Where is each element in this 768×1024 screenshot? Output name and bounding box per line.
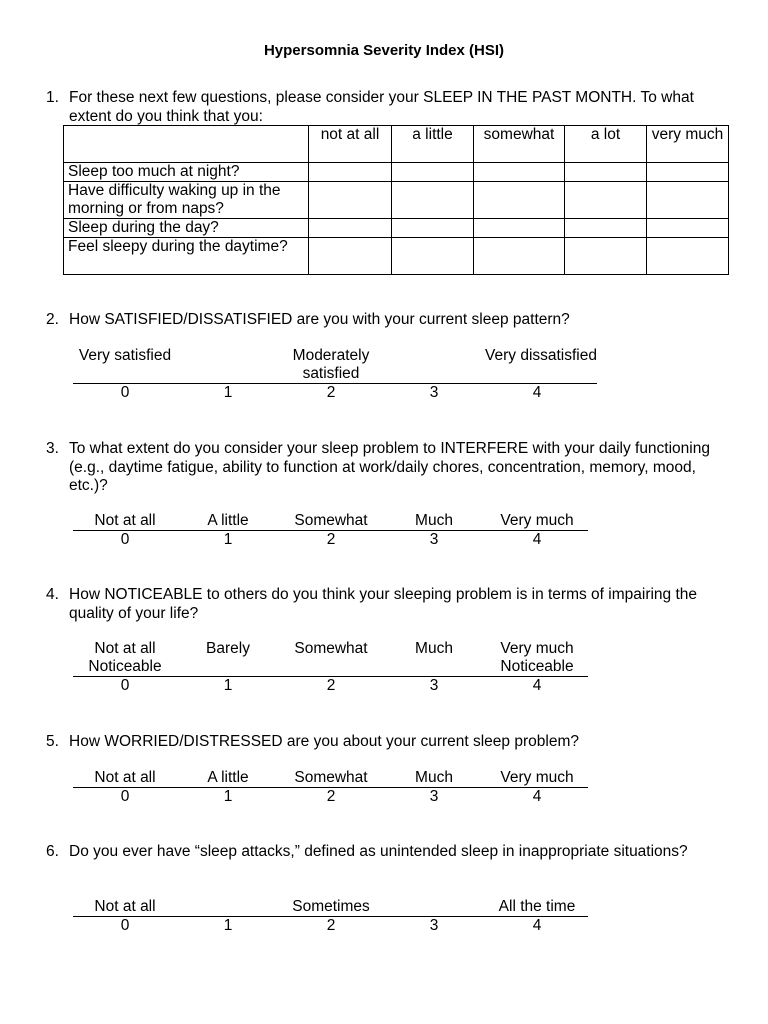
scale-value[interactable]: 1 — [223, 531, 233, 548]
rating-cell[interactable] — [565, 182, 647, 219]
scale-value[interactable]: 1 — [223, 384, 233, 401]
scale-label: Not at all — [94, 512, 156, 529]
scale-value[interactable]: 4 — [532, 531, 542, 548]
scale-label: Not at all — [94, 769, 156, 786]
scale-label: Very dissatisfied — [485, 347, 597, 364]
rating-cell[interactable] — [309, 182, 392, 219]
rating-cell[interactable] — [474, 163, 565, 182]
rating-cell[interactable] — [392, 219, 474, 238]
scale-value[interactable]: 0 — [120, 788, 130, 805]
question-number: 6. — [46, 843, 59, 860]
rating-cell[interactable] — [565, 163, 647, 182]
scale-label: Not at all Noticeable — [88, 640, 162, 675]
question-text: For these next few questions, please consider your SLEEP IN THE PAST MONTH. To what extent do you think that you: — [69, 89, 694, 125]
column-header: a lot — [565, 126, 647, 163]
table-header-blank — [64, 126, 309, 163]
scale-label: Not at all — [94, 898, 156, 915]
scale-label: Much — [415, 769, 453, 786]
scale-value[interactable]: 4 — [532, 917, 542, 934]
rating-scale — [73, 640, 588, 695]
scale-label: A little — [207, 769, 249, 786]
rating-cell[interactable] — [392, 182, 474, 219]
scale-value[interactable]: 1 — [223, 788, 233, 805]
table-row-item: Feel sleepy during the daytime? — [64, 238, 309, 275]
rating-cell[interactable] — [474, 182, 565, 219]
scale-value[interactable]: 0 — [120, 384, 130, 401]
rating-cell[interactable] — [392, 238, 474, 275]
scale-value[interactable]: 0 — [120, 677, 130, 694]
scale-value[interactable]: 2 — [326, 917, 336, 934]
scale-label: A little — [207, 512, 249, 529]
table-row — [64, 163, 729, 182]
scale-value[interactable]: 4 — [532, 677, 542, 694]
rating-cell[interactable] — [565, 238, 647, 275]
scale-value[interactable]: 2 — [326, 531, 336, 548]
scale-label: Barely — [206, 640, 250, 657]
scale-label: Somewhat — [294, 512, 368, 529]
rating-scale — [73, 347, 597, 402]
table-row — [64, 182, 729, 219]
table-row-item: Sleep during the day? — [64, 219, 309, 238]
scale-label: Much — [415, 512, 453, 529]
column-header: not at all — [309, 126, 392, 163]
scale-value[interactable]: 3 — [429, 917, 439, 934]
table-row — [64, 238, 729, 275]
rating-cell[interactable] — [565, 219, 647, 238]
scale-value[interactable]: 1 — [223, 677, 233, 694]
scale-label: Very satisfied — [78, 347, 172, 364]
scale-label: Much — [415, 640, 453, 657]
scale-value[interactable]: 2 — [326, 677, 336, 694]
scale-value[interactable]: 4 — [532, 788, 542, 805]
question-text: How NOTICEABLE to others do you think your sleeping problem is in terms of impairing the quality of your life? — [69, 586, 698, 622]
question-text: To what extent do you consider your sleep problem to INTERFERE with your daily functioning (e.g., daytime fatigue, ability to function at work/daily chores, concentration, memory, mood, etc.)? — [69, 440, 710, 494]
scale-value[interactable]: 3 — [429, 677, 439, 694]
scale-value[interactable]: 3 — [429, 384, 439, 401]
question-number: 2. — [46, 311, 59, 328]
rating-cell[interactable] — [647, 163, 729, 182]
scale-label: Somewhat — [294, 640, 368, 657]
rating-table — [63, 125, 729, 275]
scale-value[interactable]: 2 — [326, 788, 336, 805]
rating-cell[interactable] — [647, 182, 729, 219]
column-header: somewhat — [474, 126, 565, 163]
rating-cell[interactable] — [647, 219, 729, 238]
scale-value[interactable]: 3 — [429, 531, 439, 548]
question-number: 1. — [46, 89, 59, 106]
rating-cell[interactable] — [474, 238, 565, 275]
question-number: 5. — [46, 733, 59, 750]
question-number: 4. — [46, 586, 59, 603]
rating-cell[interactable] — [309, 219, 392, 238]
rating-scale — [73, 769, 588, 806]
scale-label: Very much — [500, 512, 574, 529]
question-text: Do you ever have “sleep attacks,” defined as unintended sleep in inappropriate situations? — [69, 843, 688, 860]
column-header: very much — [647, 126, 729, 163]
question-text: How SATISFIED/DISSATISFIED are you with your current sleep pattern? — [69, 311, 570, 328]
scale-value[interactable]: 0 — [120, 531, 130, 548]
scale-label: Moderately satisfied — [292, 347, 370, 382]
scale-value[interactable]: 3 — [429, 788, 439, 805]
rating-cell[interactable] — [474, 219, 565, 238]
column-header: a little — [392, 126, 474, 163]
scale-value[interactable]: 4 — [532, 384, 542, 401]
rating-cell[interactable] — [647, 238, 729, 275]
scale-label: Very much — [500, 769, 574, 786]
rating-scale — [73, 512, 588, 549]
scale-value[interactable]: 1 — [223, 917, 233, 934]
table-row-item: Sleep too much at night? — [64, 163, 309, 182]
rating-cell[interactable] — [392, 163, 474, 182]
scale-label: Sometimes — [292, 898, 370, 915]
scale-label: All the time — [498, 898, 576, 915]
scale-label: Very much Noticeable — [500, 640, 574, 675]
rating-cell[interactable] — [309, 238, 392, 275]
rating-scale — [73, 898, 588, 935]
document-title: Hypersomnia Severity Index (HSI) — [263, 42, 505, 59]
rating-cell[interactable] — [309, 163, 392, 182]
scale-value[interactable]: 2 — [326, 384, 336, 401]
table-row-item: Have difficulty waking up in the morning or from naps? — [64, 182, 309, 219]
scale-label: Somewhat — [294, 769, 368, 786]
question-number: 3. — [46, 440, 59, 457]
scale-value[interactable]: 0 — [120, 917, 130, 934]
table-row — [64, 219, 729, 238]
question-text: How WORRIED/DISTRESSED are you about your current sleep problem? — [69, 733, 579, 750]
table-header-row — [64, 126, 729, 163]
